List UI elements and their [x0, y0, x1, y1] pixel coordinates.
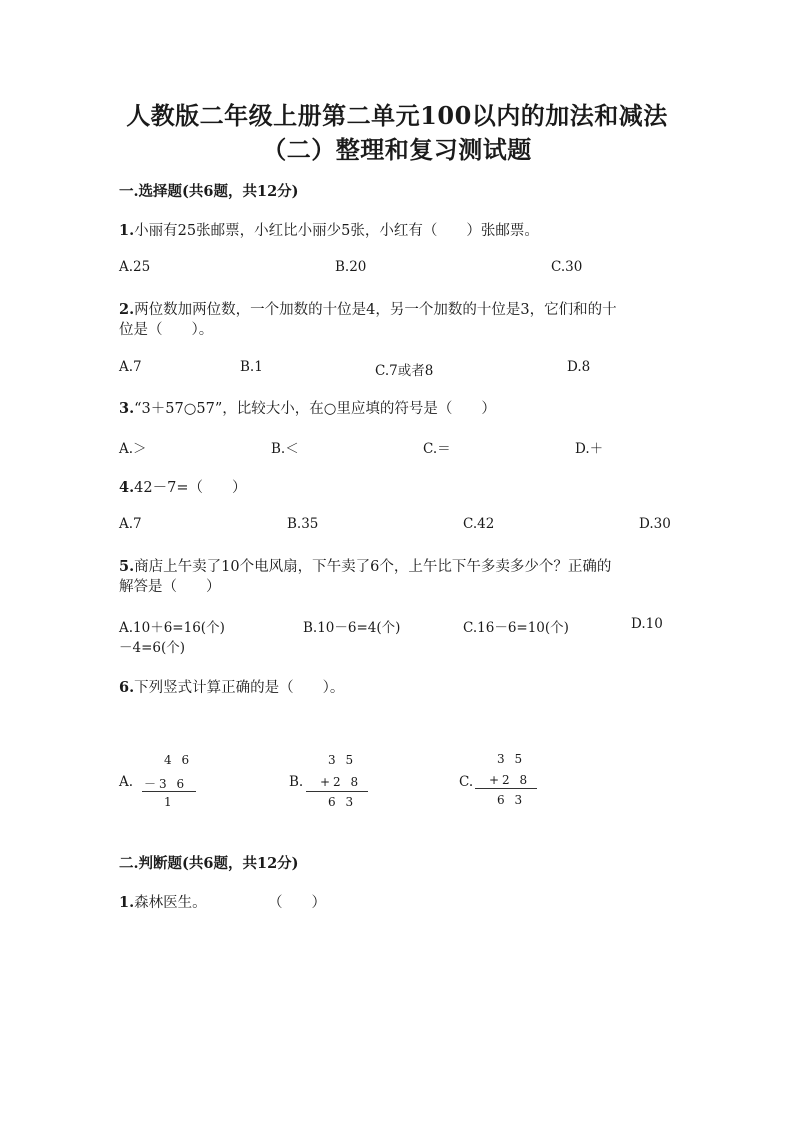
question-text: 森林医生。: [134, 895, 207, 911]
vertical-result: 6 3: [497, 793, 526, 807]
option-a[interactable]: A.7: [119, 516, 142, 532]
question-1: [119, 219, 539, 240]
vertical-option-c-label[interactable]: C.: [459, 774, 474, 790]
vertical-rule: [475, 788, 537, 789]
question-3: [119, 397, 496, 418]
question-5: [119, 555, 611, 576]
page-title-line1: 人教版二年级上册第二单元100以内的加法和减法: [126, 101, 668, 130]
vertical-rule: [306, 791, 368, 792]
vertical-top-number: 3 5: [328, 753, 357, 767]
question-text: 下列竖式计算正确的是（ ）。: [134, 680, 345, 696]
option-d[interactable]: D.30: [639, 516, 671, 532]
option-c[interactable]: C.7或者8: [375, 363, 434, 379]
question-number: 3.: [119, 400, 135, 417]
option-d[interactable]: D.10: [631, 616, 663, 632]
option-d-continued: －4=6(个): [119, 640, 186, 656]
option-a[interactable]: A.7: [119, 359, 142, 375]
question-2: [119, 298, 617, 319]
option-c[interactable]: C.30: [551, 259, 583, 275]
question-6: [119, 676, 344, 697]
option-b[interactable]: B.10－6=4(个): [303, 620, 401, 636]
vertical-top-number: 4 6: [164, 753, 193, 767]
vertical-option-b-label[interactable]: B.: [289, 774, 304, 790]
question-number: 6.: [119, 679, 135, 696]
vertical-operand: +2 8: [320, 775, 362, 789]
question-number: 5.: [119, 558, 135, 575]
question-text: 商店上午卖了10个电风扇，下午卖了6个，上午比下午多卖多少个？正确的: [134, 559, 612, 575]
question-text: 两位数加两位数，一个加数的十位是4，另一个加数的十位是3，它们和的十: [134, 302, 617, 318]
question-text: 小丽有25张邮票，小红比小丽少5张，小红有（ ）张邮票。: [134, 223, 539, 239]
option-a[interactable]: A.25: [119, 259, 151, 275]
option-c[interactable]: C.42: [463, 516, 495, 532]
section-heading-judgement: 二.判断题(共6题，共12分): [119, 855, 299, 872]
option-b[interactable]: B.＜: [271, 441, 299, 457]
judgement-question-1: [119, 891, 207, 912]
page-title-line2: （二）整理和复习测试题: [262, 135, 532, 164]
question-number: 4.: [119, 479, 135, 496]
vertical-rule: [142, 791, 196, 792]
option-a[interactable]: A.10＋6=16(个): [119, 620, 225, 636]
option-b[interactable]: B.1: [240, 359, 263, 375]
option-d[interactable]: D.8: [567, 359, 591, 375]
question-text: 42－7=（ ）: [134, 480, 247, 496]
question-4: [119, 476, 246, 497]
vertical-operand: +2 8: [489, 773, 531, 787]
vertical-top-number: 3 5: [497, 752, 526, 766]
question-number: 1.: [119, 894, 135, 911]
question-5-line2: 解答是（ ）: [119, 579, 221, 595]
question-number: 1.: [119, 222, 135, 239]
option-a[interactable]: A.＞: [119, 441, 147, 457]
vertical-result: 6 3: [328, 795, 357, 809]
option-d[interactable]: D.＋: [575, 441, 604, 457]
option-b[interactable]: B.20: [335, 259, 367, 275]
answer-parentheses[interactable]: （ ）: [268, 895, 326, 911]
question-2-line2: 位是（ ）。: [119, 322, 214, 338]
option-c[interactable]: C.16－6=10(个): [463, 620, 569, 636]
option-b[interactable]: B.35: [287, 516, 319, 532]
vertical-operand: －3 6: [144, 777, 188, 791]
option-c[interactable]: C.＝: [423, 441, 451, 457]
section-heading-choice: 一.选择题(共6题，共12分): [119, 183, 299, 200]
question-text: “3＋57○57”，比较大小，在○里应填的符号是（ ）: [134, 401, 496, 417]
question-number: 2.: [119, 301, 135, 318]
vertical-option-a-label[interactable]: A.: [119, 774, 134, 790]
vertical-result: 1: [164, 795, 175, 809]
